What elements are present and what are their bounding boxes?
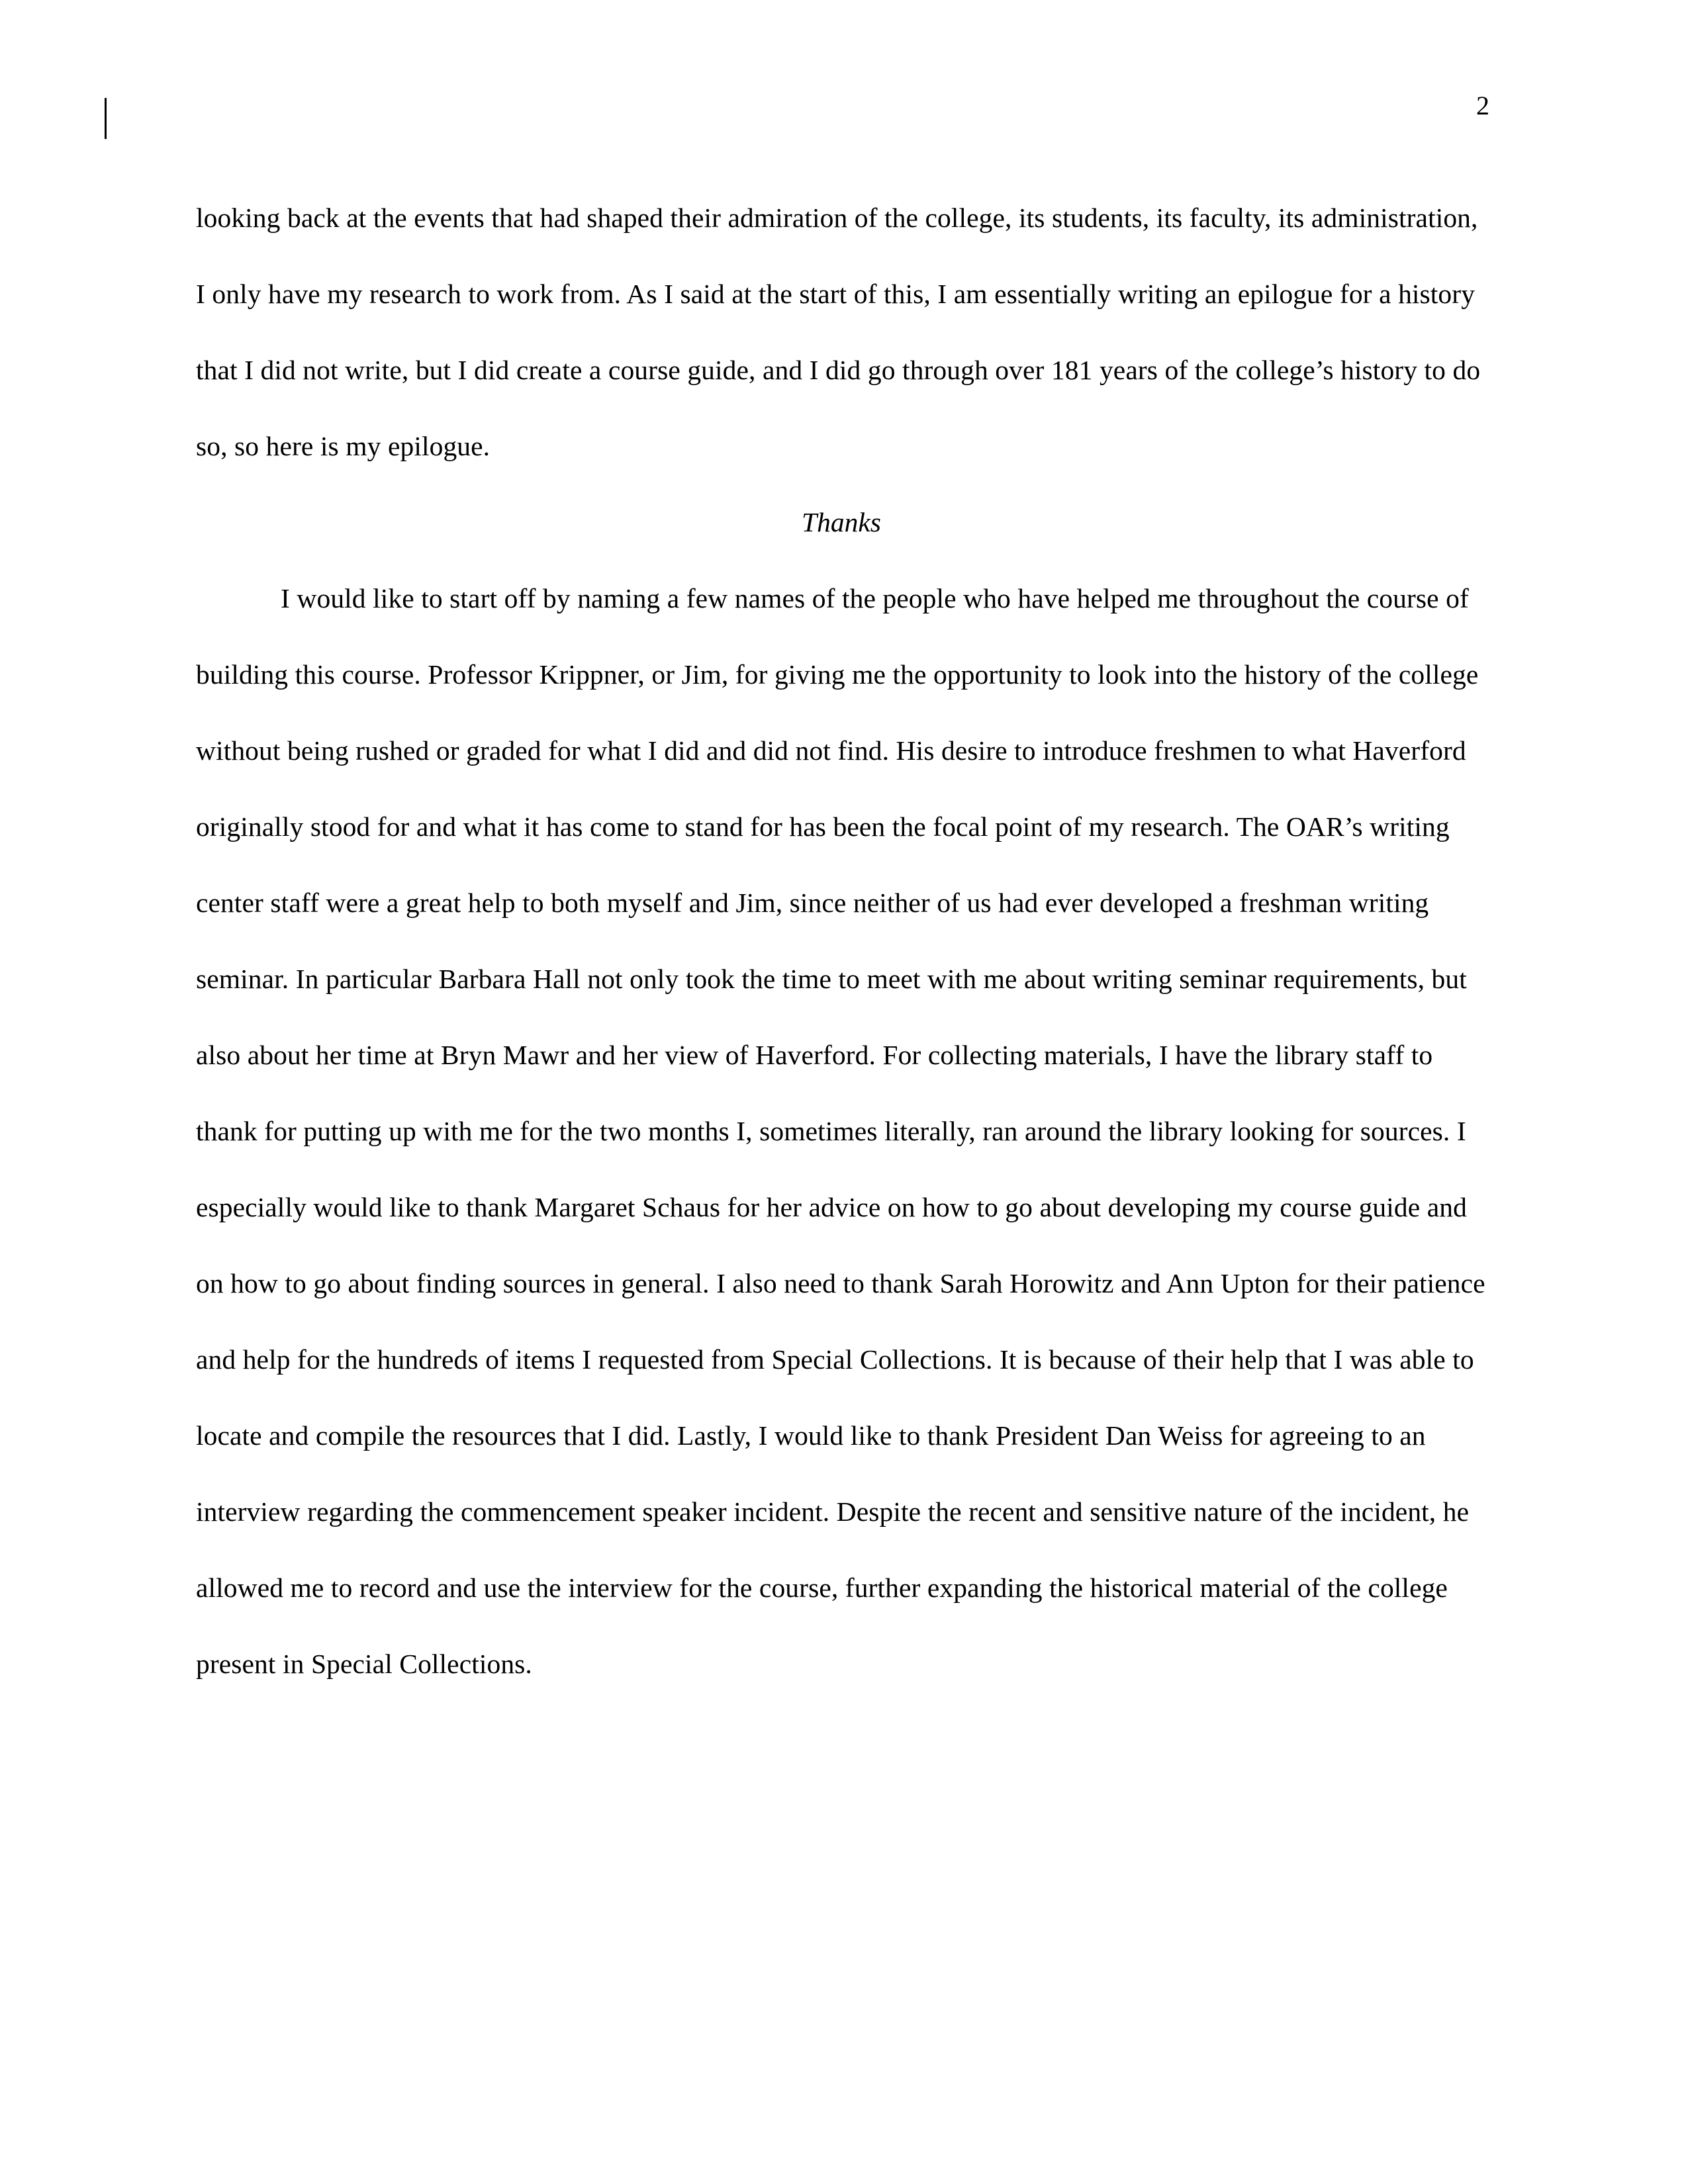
paragraph-continued: looking back at the events that had shaped their admiration of the college, its students, its faculty, its administration, I only have my research to work from. As I said at the start of this, I am essentially writing an epilogue for a history that I did not write, but I did create a course guide, and I did go through over 181 years of the college’s history to do so, so here is my epilogue.: [196, 203, 1481, 461]
paragraph-acknowledgements: I would like to start off by naming a few names of the people who have helped me throughout the course of building this course. Professor Krippner, or Jim, for giving me the opportunity to look into the history of the college without being rushed or graded for what I did and did not find. His desire to introduce freshmen to what Haverford originally stood for and what it has come to stand for has been the focal point of my research. The OAR’s writing center staff were a great help to both myself and Jim, since neither of us had ever developed a freshman writing seminar. In particular Barbara Hall not only took the time to meet with me about writing seminar requirements, but also about her time at Bryn Mawr and her view of Haverford. For collecting materials, I have the library staff to thank for putting up with me for the two months I, sometimes literally, ran around the library looking for sources. I especially would like to thank Margaret Schaus for her advice on how to go about developing my course guide and on how to go about finding sources in general. I also need to thank Sarah Horowitz and Ann Upton for their patience and help for the hundreds of items I requested from Special Collections. It is because of their help that I was able to locate and compile the resources that I did. Lastly, I would like to thank President Dan Weiss for agreeing to an interview regarding the commencement speaker incident. Despite the recent and sensitive nature of the incident, he allowed me to record and use the interview for the course, further expanding the historical material of the college present in Special Collections.: [196, 583, 1485, 1679]
page-content: [196, 180, 1487, 1702]
page-number: 2: [1476, 91, 1489, 120]
text-cursor: [105, 98, 107, 139]
section-heading-thanks: Thanks: [802, 507, 881, 537]
